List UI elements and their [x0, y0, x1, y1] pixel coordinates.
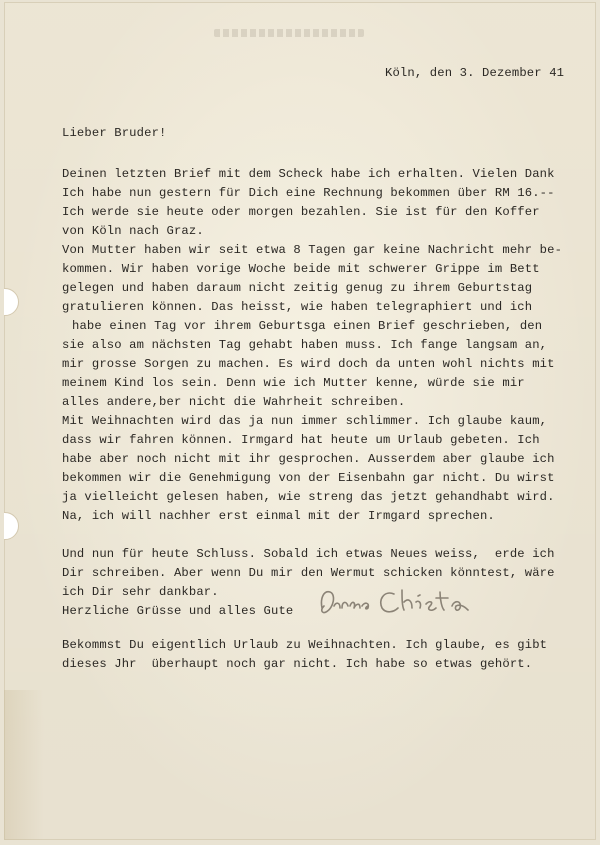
closing-line: ich Dir sehr dankbar.	[62, 585, 219, 599]
body-line: mir grosse Sorgen zu machen. Es wird doch da unten wohl nichts mit	[62, 357, 555, 371]
letter-page	[4, 2, 596, 840]
body-line: bekommen wir die Genehmigung von der Eisenbahn gar nicht. Du wirst	[62, 471, 555, 485]
body-line: Ich habe nun gestern für Dich eine Rechnung bekommen über RM 16.--	[62, 186, 555, 200]
salutation: Lieber Bruder!	[62, 126, 167, 140]
body-line: gelegen und haben daraum nicht zeitig genug zu ihrem Geburtstag	[62, 281, 533, 295]
closing-line: Und nun für heute Schluss. Sobald ich etwas Neues weiss, erde ich	[62, 547, 555, 561]
body-line: sie also am nächsten Tag gehabt haben muss. Ich fange langsam an,	[62, 338, 548, 352]
body-line: dass wir fahren können. Irmgard hat heute um Urlaub gebeten. Ich	[62, 433, 540, 447]
punch-hole	[4, 512, 19, 540]
body-line: Von Mutter haben wir seit etwa 8 Tagen gar keine Nachricht mehr be-	[62, 243, 563, 257]
body-line: kommen. Wir haben vorige Woche beide mit schwerer Grippe im Bett	[62, 262, 540, 276]
body-line: Na, ich will nachher erst einmal mit der Irmgard sprechen.	[62, 509, 495, 523]
body-line: habe einen Tag vor ihrem Geburtsga einen Brief geschrieben, den	[72, 319, 543, 333]
postscript-line: Bekommst Du eigentlich Urlaub zu Weihnachten. Ich glaube, es gibt	[62, 638, 548, 652]
body-line: alles andere,ber nicht die Wahrheit schreiben.	[62, 395, 406, 409]
closing-line: Dir schreiben. Aber wenn Du mir den Wermut schicken könntest, wäre	[62, 566, 555, 580]
postscript-line: dieses Jhr überhaupt noch gar nicht. Ich habe so etwas gehört.	[62, 657, 533, 671]
greeting: Herzliche Grüsse und alles Gute	[62, 604, 294, 618]
body-line: Deinen letzten Brief mit dem Scheck habe ich erhalten. Vielen Dank	[62, 167, 555, 181]
paper-wear	[4, 690, 44, 840]
body-line: ja vielleicht gelesen haben, wie streng das jetzt gehandhabt wird.	[62, 490, 555, 504]
body-line: meinem Kind los sein. Denn wie ich Mutter kenne, würde sie mir	[62, 376, 525, 390]
punch-hole	[4, 288, 19, 316]
letter-date: Köln, den 3. Dezember 41	[385, 66, 565, 80]
faded-letterhead	[214, 29, 364, 37]
body-line: von Köln nach Graz.	[62, 224, 204, 238]
body-line: habe aber noch nicht mit ihr gesprochen. Ausserdem aber glaube ich	[62, 452, 555, 466]
body-line: Mit Weihnachten wird das ja nun immer schlimmer. Ich glaube kaum,	[62, 414, 548, 428]
body-line: gratulieren können. Das heisst, wie haben telegraphiert und ich	[62, 300, 533, 314]
handwritten-signature	[316, 584, 496, 620]
body-line: Ich werde sie heute oder morgen bezahlen. Sie ist für den Koffer	[62, 205, 540, 219]
